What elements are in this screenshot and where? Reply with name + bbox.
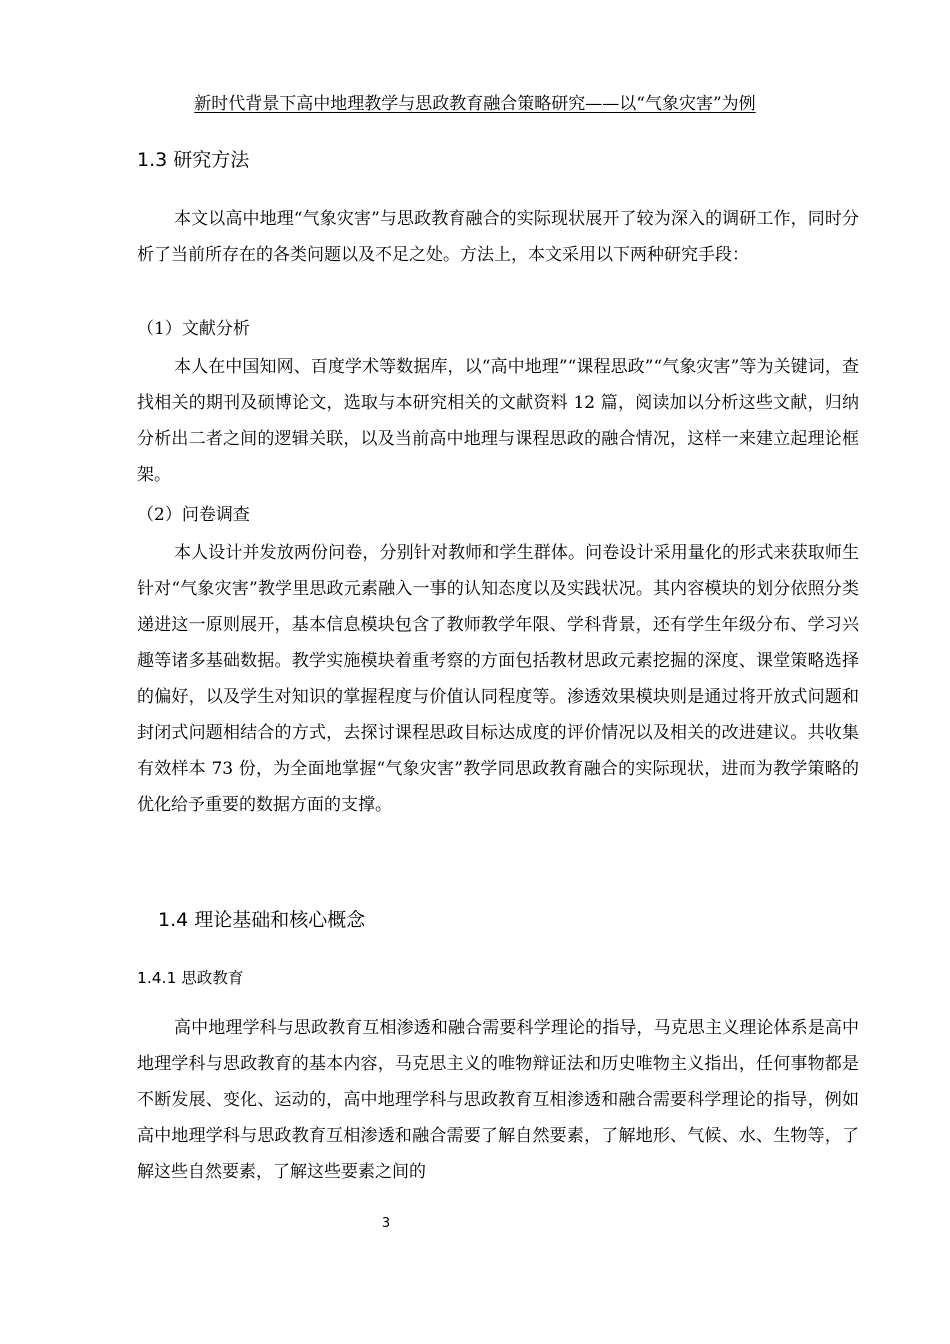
section-heading-1-4: 1.4 理论基础和核心概念 [158, 909, 366, 931]
list-item-literature-analysis-label: （1）文献分析 [137, 319, 250, 339]
paragraph-literature-analysis: 本人在中国知网、百度学术等数据库，以“高中地理”“课程思政”“气象灾害”等为关键词，查找相关的期刊及硕博论文，选取与本研究相关的文献资料 12 篇，阅读加以分析这些文献，归纳分析出二者之间的逻辑关联，以及当前高中地理与课程思政的融合情况，这样一来建立起理论框架。 [137, 357, 859, 485]
subsection-heading-1-4-1: 1.4.1 思政教育 [137, 969, 244, 987]
section-heading-1-3: 1.3 研究方法 [137, 149, 250, 171]
page-number: 3 [381, 1216, 391, 1231]
list-item-questionnaire-label: （2）问卷调查 [137, 505, 250, 525]
running-header-title: 新时代背景下高中地理教学与思政教育融合策略研究——以“气象灾害”为例 [194, 94, 756, 114]
paragraph-questionnaire: 本人设计并发放两份问卷，分别针对教师和学生群体。问卷设计采用量化的形式来获取师生针对“气象灾害”教学里思政元素融入一事的认知态度以及实践状况。其内容模块的划分依照分类递进这一原则展开，基本信息模块包含了教师教学年限、学科背景，还有学生年级分布、学习兴趣等诸多基础数据。教学实施模块着重考察的方面包括教材思政元素挖掘的深度、课堂策略选择的偏好，以及学生对知识的掌握程度与价值认同程度等。渗透效果模块则是通过将开放式问题和封闭式问题相结合的方式，去探讨课程思政目标达成度的评价情况以及相关的改进建议。共收集有效样本 73 份，为全面地掌握“气象灾害”教学同思政教育融合的实际现状，进而为教学策略的优化给予重要的数据方面的支撑。 [137, 543, 859, 815]
running-header [0, 92, 950, 116]
paragraph-research-methods-intro: 本文以高中地理“气象灾害”与思政教育融合的实际现状展开了较为深入的调研工作，同时分析了当前所存在的各类问题以及不足之处。方法上，本文采用以下两种研究手段： [137, 209, 859, 265]
paragraph-ideological-education: 高中地理学科与思政教育互相渗透和融合需要科学理论的指导，马克思主义理论体系是高中地理学科与思政教育的基本内容，马克思主义的唯物辩证法和历史唯物主义指出，任何事物都是不断发展、变化、运动的，高中地理学科与思政教育互相渗透和融合需要科学理论的指导，例如高中地理学科与思政教育互相渗透和融合需要了解自然要素，了解地形、气候、水、生物等，了解这些自然要素，了解这些要素之间的 [137, 1018, 859, 1182]
